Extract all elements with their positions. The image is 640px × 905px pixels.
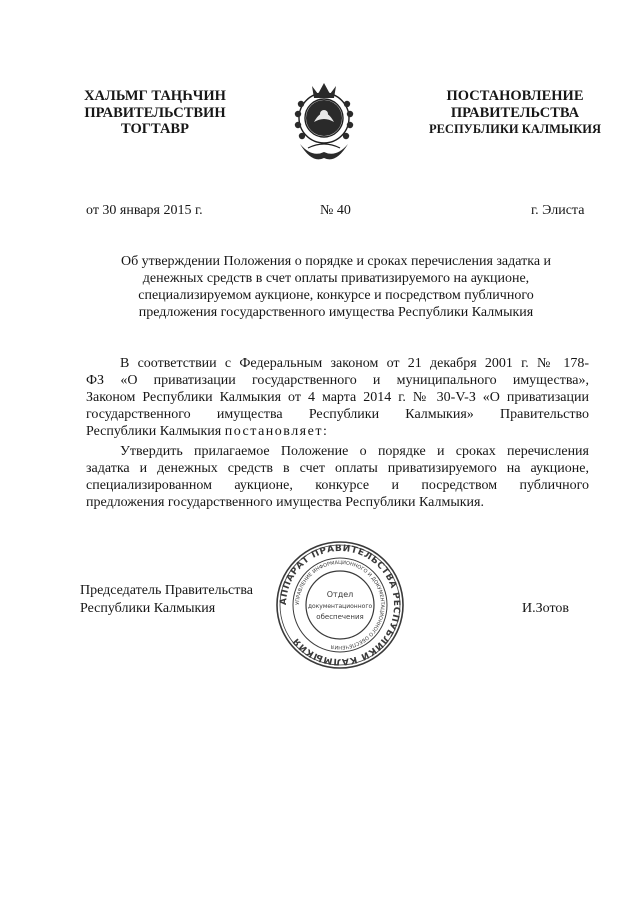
issuer-line-2: РЕСПУБЛИКИ КАЛМЫКИЯ: [428, 122, 602, 136]
issuer-line-1: ПРАВИТЕЛЬСТВА: [450, 104, 580, 121]
stamp-inner-text: УПРАВЛЕНИЕ ИНФОРМАЦИОННОГО И ДОКУМЕНТАЦИОННОГО ОБЕСПЕЧЕНИЯ: [294, 559, 386, 651]
stamp-outer-text: АППАРАТ ПРАВИТЕЛЬСТВА РЕСПУБЛИКИ КАЛМЫКИЯ: [278, 543, 402, 667]
body-line: предложения государственного имущества Республики Калмыкия.: [86, 495, 484, 510]
body-line: Утвердить прилагаемое Положение о порядке и сроках перечисления: [120, 444, 589, 459]
header-left-line-2: ПРАВИТЕЛЬСТВИН: [84, 104, 226, 121]
title-line: денежных средств в счет оплаты приватизируемого на аукционе,: [142, 271, 530, 286]
title-line: специализируемом аукционе, конкурсе и посредством публичного: [138, 288, 534, 303]
document-body: [86, 355, 589, 511]
resolves-word: постановляет:: [224, 424, 329, 439]
signatory-name: И.Зотов: [522, 601, 569, 616]
body-line: задатка и денежных средств в счет оплаты приватизируемого на аукционе,: [86, 461, 589, 476]
document-type: ПОСТАНОВЛЕНИЕ: [446, 88, 584, 104]
header-left-line-3: ТОГТАВР: [121, 121, 189, 137]
signatory-position-line: Председатель Правительства: [80, 583, 253, 598]
stamp-center-line: документационного: [307, 603, 373, 610]
document-title: [96, 253, 576, 321]
body-line: ФЗ «О приватизации государственного и муниципального имущества»,: [86, 373, 589, 388]
resolves-prefix: Республики Калмыкия: [86, 424, 222, 439]
header-russian-title: [420, 88, 610, 138]
body-line: Законом Республики Калмыкия от 4 марта 2014 г. № 30-V-З «О приватизации: [86, 390, 589, 405]
body-line: государственного имущества Республики Калмыкия» Правительство: [86, 407, 589, 422]
document-date: от 30 января 2015 г.: [86, 203, 203, 218]
signatory-position: [80, 582, 253, 618]
body-line: специализированном аукционе, конкурсе и посредством публичного: [86, 478, 589, 493]
header-left-line-1: ХАЛЬМГ ТАҢҺЧИН: [84, 88, 226, 104]
document-number: № 40: [320, 203, 351, 218]
body-line: В соответствии с Федеральным законом от 21 декабря 2001 г. № 178-: [120, 356, 589, 371]
official-stamp: [275, 540, 405, 670]
document-city: г. Элиста: [531, 203, 585, 218]
coat-of-arms-icon: [284, 74, 364, 166]
stamp-center-line: Отдел: [326, 590, 354, 599]
header-kalmyk-title: [60, 88, 250, 138]
signatory-position-line: Республики Калмыкия: [80, 601, 216, 616]
title-line: предложения государственного имущества Республики Калмыкия: [138, 305, 534, 320]
body-line-resolves: [86, 423, 589, 440]
title-line: Об утверждении Положения о порядке и сроках перечисления задатка и: [120, 254, 552, 269]
stamp-center-line: обеспечения: [316, 613, 364, 621]
